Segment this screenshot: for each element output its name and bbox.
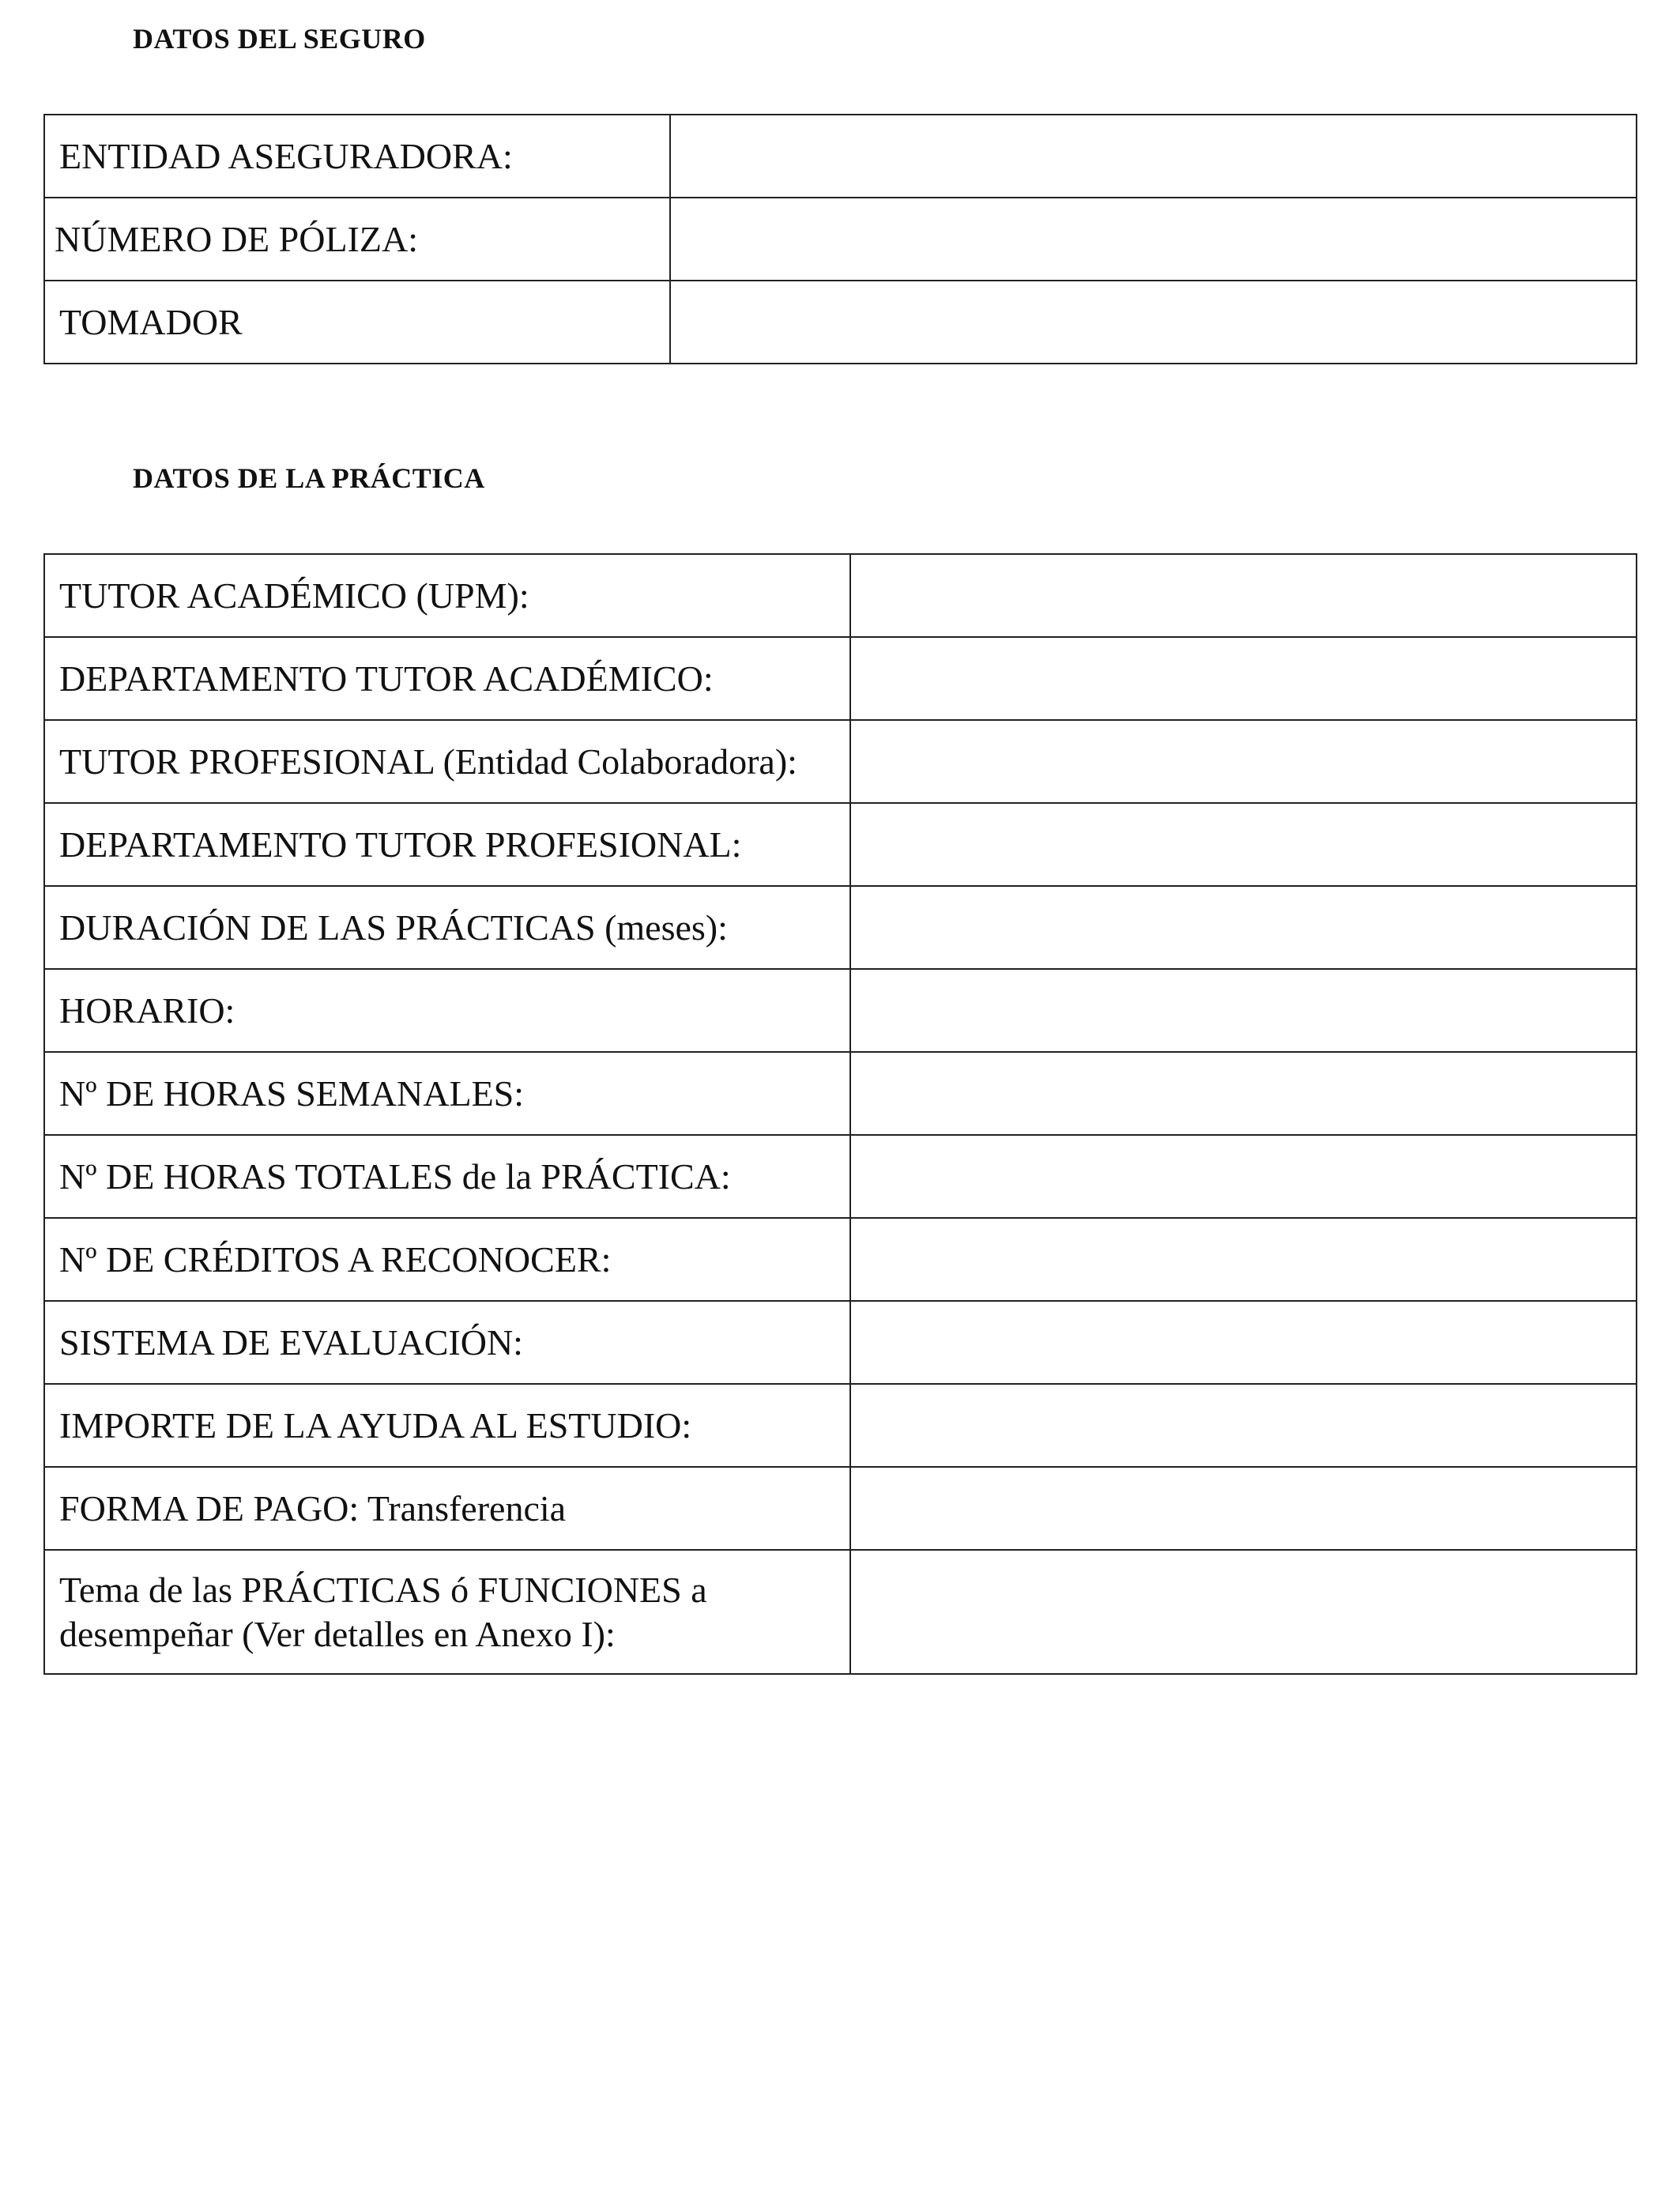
horas-totales-label: Nº DE HORAS TOTALES de la PRÁCTICA: (44, 1135, 850, 1218)
numero-poliza-label: NÚMERO DE PÓLIZA: (44, 198, 670, 281)
entidad-aseguradora-label: ENTIDAD ASEGURADORA: (44, 115, 670, 198)
numero-poliza-field[interactable] (670, 198, 1637, 281)
duracion-practicas-label: DURACIÓN DE LAS PRÁCTICAS (meses): (44, 886, 850, 969)
table-row (44, 554, 1637, 637)
departamento-tutor-profesional-label: DEPARTAMENTO TUTOR PROFESIONAL: (44, 803, 850, 886)
table-row (44, 637, 1637, 720)
table-row (44, 886, 1637, 969)
creditos-reconocer-field[interactable] (850, 1218, 1637, 1301)
importe-ayuda-label: IMPORTE DE LA AYUDA AL ESTUDIO: (44, 1384, 850, 1467)
horas-totales-field[interactable] (850, 1135, 1637, 1218)
table-row (44, 803, 1637, 886)
forma-pago-field[interactable] (850, 1467, 1637, 1550)
section-title-seguro: DATOS DEL SEGURO (133, 23, 426, 55)
table-row (44, 1052, 1637, 1135)
tomador-field[interactable] (670, 281, 1637, 364)
table-row (44, 115, 1637, 198)
tema-practicas-field[interactable] (850, 1550, 1637, 1674)
tomador-label: TOMADOR (44, 281, 670, 364)
sistema-evaluacion-field[interactable] (850, 1301, 1637, 1384)
forma-pago-label: FORMA DE PAGO: Transferencia (44, 1467, 850, 1550)
tema-practicas-label: Tema de las PRÁCTICAS ó FUNCIONES a desempeñar (Ver detalles en Anexo I): (44, 1550, 850, 1674)
section-title-practica: DATOS DE LA PRÁCTICA (133, 462, 485, 494)
table-row (44, 1550, 1637, 1674)
departamento-tutor-academico-field[interactable] (850, 637, 1637, 720)
table-row (44, 1301, 1637, 1384)
internship-data-table (43, 553, 1637, 1675)
tutor-academico-label: TUTOR ACADÉMICO (UPM): (44, 554, 850, 637)
table-row (44, 198, 1637, 281)
table-row (44, 1467, 1637, 1550)
insurance-data-table (43, 114, 1637, 364)
table-row (44, 1384, 1637, 1467)
horario-field[interactable] (850, 969, 1637, 1052)
horario-label: HORARIO: (44, 969, 850, 1052)
table-row (44, 281, 1637, 364)
horas-semanales-field[interactable] (850, 1052, 1637, 1135)
table-row (44, 720, 1637, 803)
creditos-reconocer-label: Nº DE CRÉDITOS A RECONOCER: (44, 1218, 850, 1301)
importe-ayuda-field[interactable] (850, 1384, 1637, 1467)
table-row (44, 1218, 1637, 1301)
horas-semanales-label: Nº DE HORAS SEMANALES: (44, 1052, 850, 1135)
entidad-aseguradora-field[interactable] (670, 115, 1637, 198)
tutor-academico-field[interactable] (850, 554, 1637, 637)
table-row (44, 1135, 1637, 1218)
departamento-tutor-academico-label: DEPARTAMENTO TUTOR ACADÉMICO: (44, 637, 850, 720)
table-row (44, 969, 1637, 1052)
tutor-profesional-label: TUTOR PROFESIONAL (Entidad Colaboradora): (44, 720, 850, 803)
duracion-practicas-field[interactable] (850, 886, 1637, 969)
tutor-profesional-field[interactable] (850, 720, 1637, 803)
sistema-evaluacion-label: SISTEMA DE EVALUACIÓN: (44, 1301, 850, 1384)
departamento-tutor-profesional-field[interactable] (850, 803, 1637, 886)
